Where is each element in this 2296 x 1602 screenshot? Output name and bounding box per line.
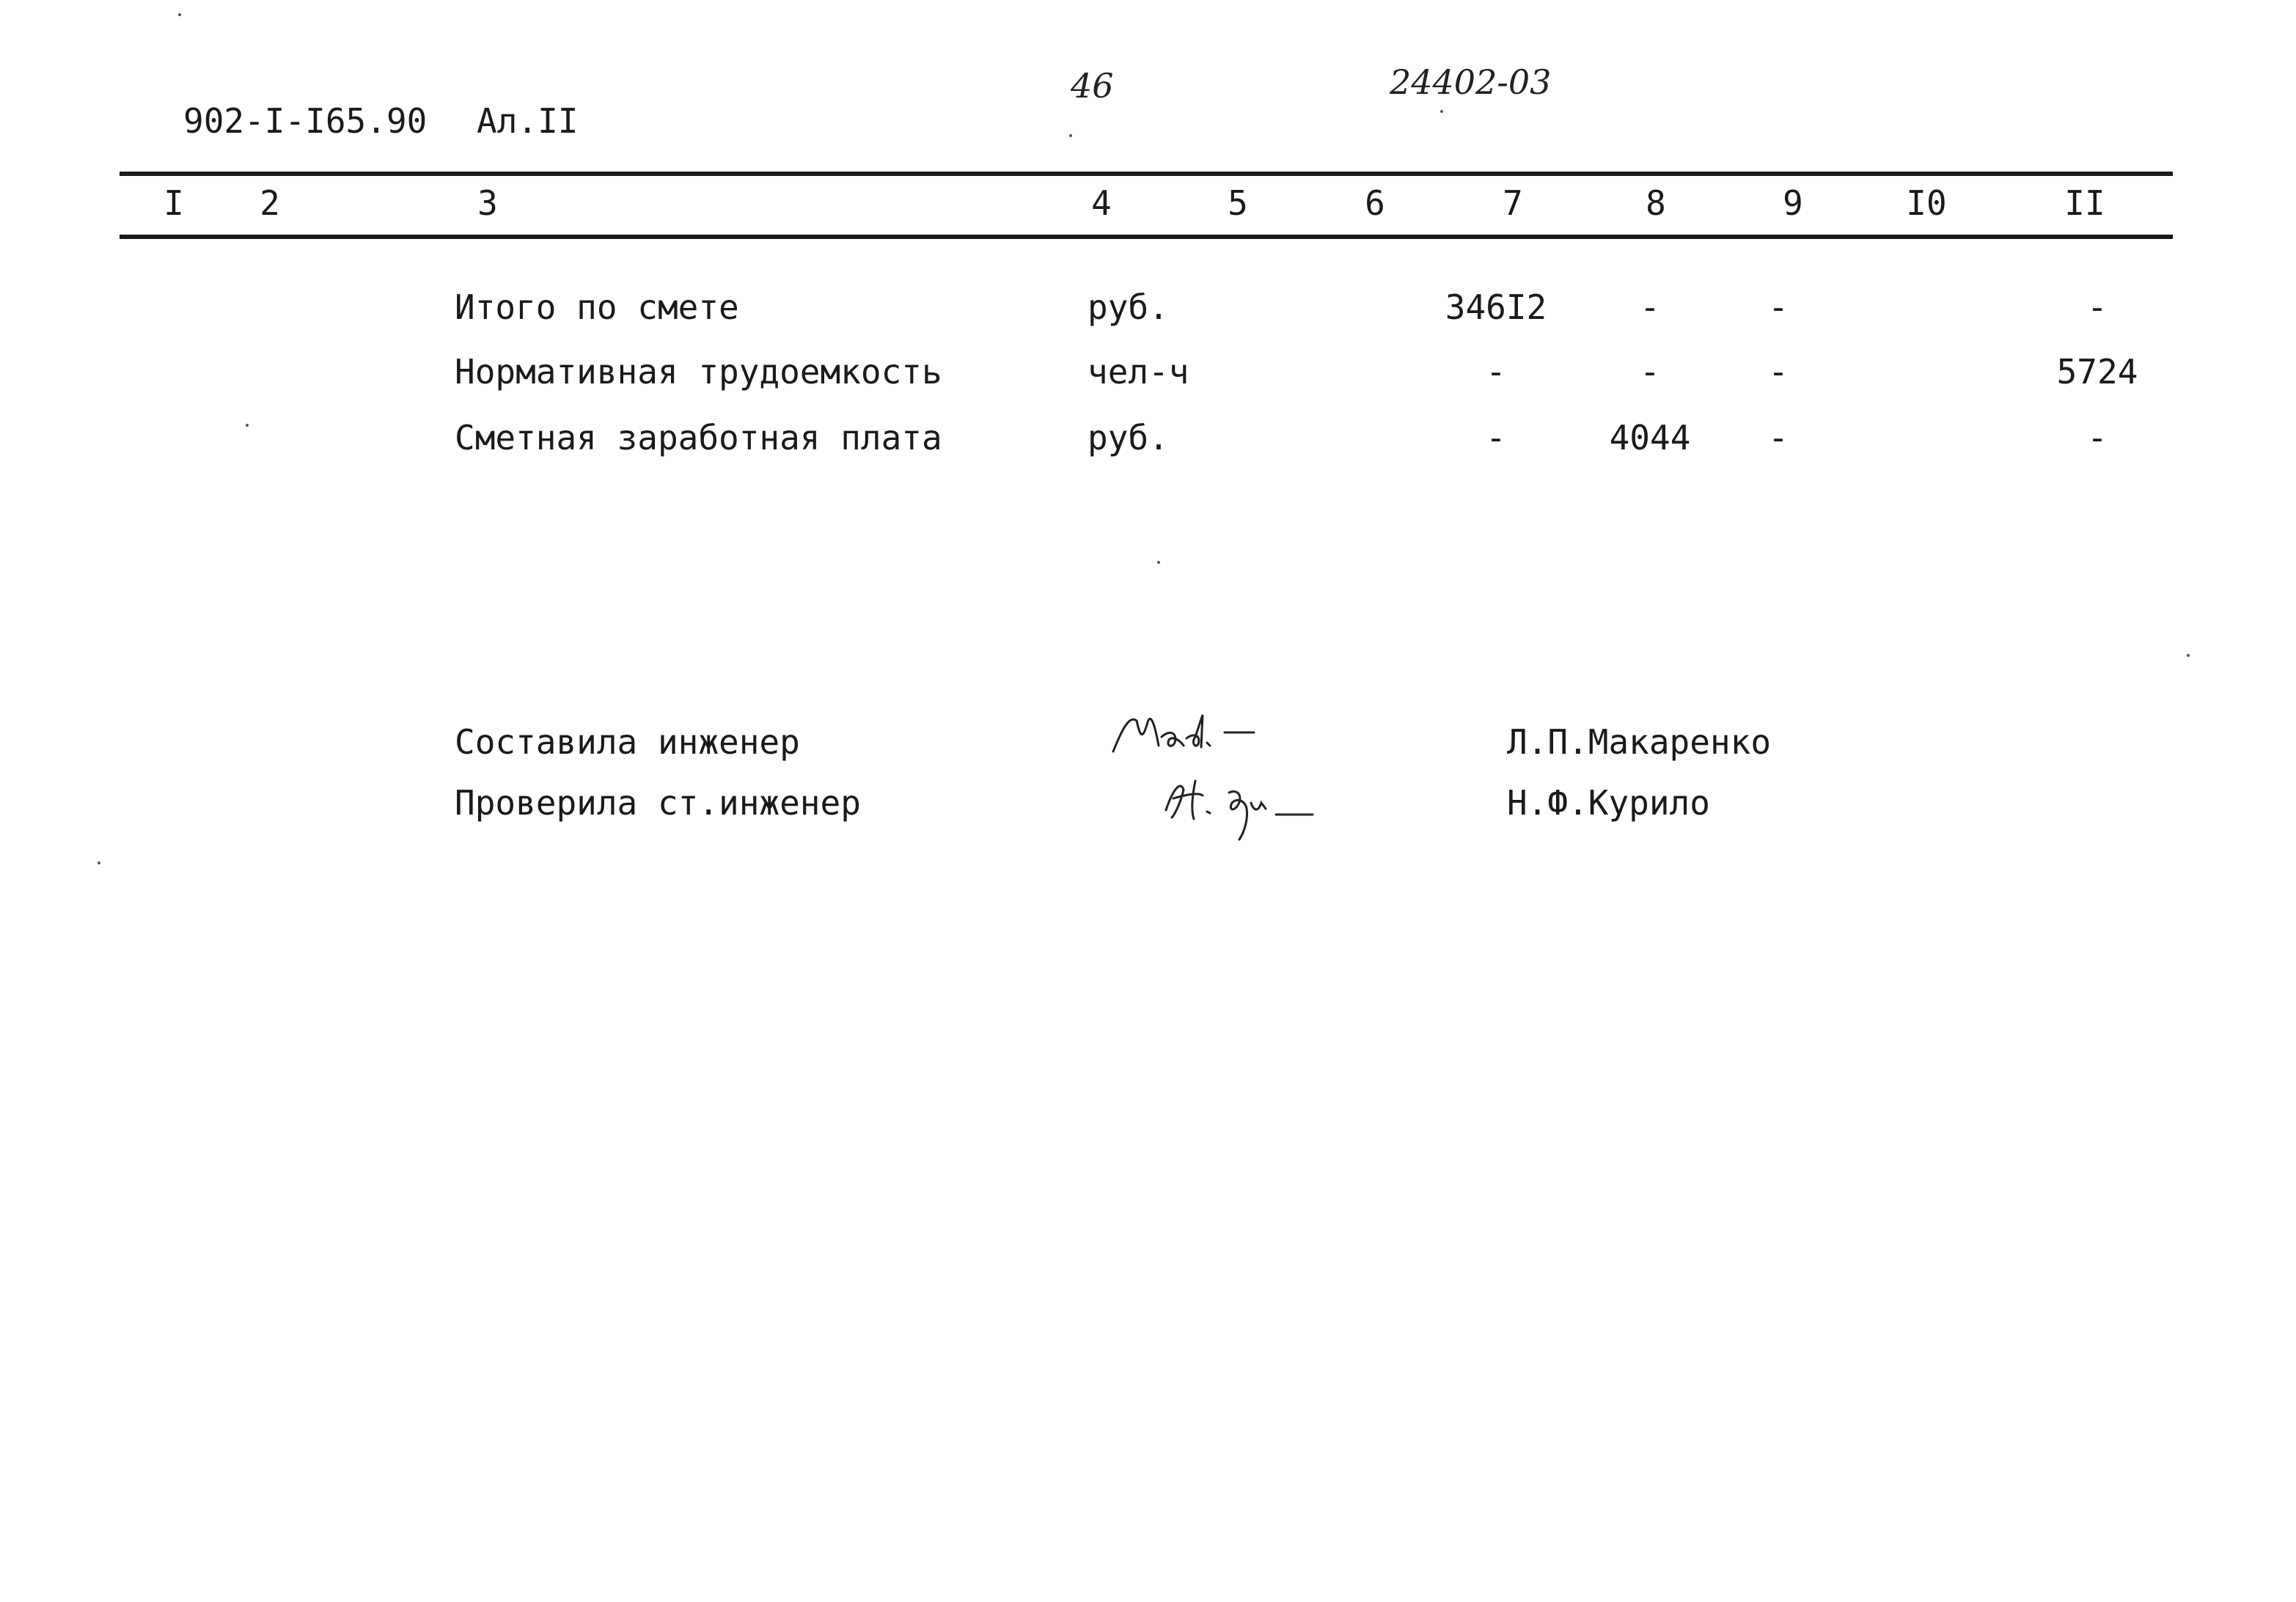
- row-col-7: 346I2: [1445, 287, 1547, 327]
- scan-speck: [1440, 110, 1443, 113]
- row-col-9: -: [1768, 287, 1789, 327]
- row-col-11: -: [2087, 418, 2108, 458]
- document-code: 902-I-I65.90: [183, 101, 428, 141]
- column-number: 7: [1503, 183, 1523, 223]
- table-row: [0, 287, 2296, 331]
- scan-speck: [1069, 134, 1072, 137]
- column-number: 6: [1365, 183, 1385, 223]
- row-unit: руб.: [1088, 418, 1169, 458]
- table-top-rule: [120, 172, 2173, 176]
- handwritten-page-number: 46: [1071, 66, 1114, 106]
- row-unit: чел-ч: [1088, 352, 1189, 392]
- scan-speck: [1157, 561, 1160, 564]
- row-col-7: -: [1486, 418, 1506, 458]
- column-number: I: [164, 183, 184, 223]
- row-name: Итого по смете: [455, 287, 739, 327]
- handwritten-archive-number: 24402-03: [1390, 62, 1552, 102]
- column-number: 9: [1783, 183, 1803, 223]
- row-col-9: -: [1768, 352, 1789, 392]
- row-col-11: -: [2087, 287, 2108, 327]
- row-col-11: 5724: [2056, 352, 2138, 392]
- signature-role: Составила инженер: [455, 722, 800, 762]
- column-number: 3: [477, 183, 498, 223]
- signature-name: Л.П.Макаренко: [1507, 722, 1772, 762]
- column-number: 4: [1091, 183, 1112, 223]
- table-header-rule: [120, 235, 2173, 239]
- signature-name: Н.Ф.Курило: [1507, 783, 1710, 823]
- row-col-7: -: [1486, 352, 1506, 392]
- column-number: 2: [260, 183, 280, 223]
- signature-role: Проверила ст.инженер: [455, 783, 861, 823]
- row-unit: руб.: [1088, 287, 1169, 327]
- column-number: II: [2064, 183, 2105, 223]
- scan-speck: [178, 13, 181, 16]
- row-name: Сметная заработная плата: [455, 418, 942, 458]
- table-row: [0, 352, 2296, 396]
- row-name: Нормативная трудоемкость: [455, 352, 942, 392]
- scan-speck: [2187, 654, 2190, 657]
- handwritten-signature: [1107, 700, 1283, 774]
- scan-speck: [98, 861, 100, 864]
- row-col-8: -: [1640, 287, 1660, 327]
- column-number: 8: [1646, 183, 1666, 223]
- row-col-8: 4044: [1609, 418, 1691, 458]
- row-col-8: -: [1640, 352, 1660, 392]
- column-number: I0: [1906, 183, 1947, 223]
- table-row: [0, 418, 2296, 462]
- column-number: 5: [1228, 183, 1248, 223]
- signature-row: [0, 783, 2296, 827]
- scan-speck: [246, 424, 249, 427]
- handwritten-signature: [1159, 766, 1335, 847]
- row-col-9: -: [1768, 418, 1789, 458]
- sheet-label: Ал.II: [477, 101, 579, 141]
